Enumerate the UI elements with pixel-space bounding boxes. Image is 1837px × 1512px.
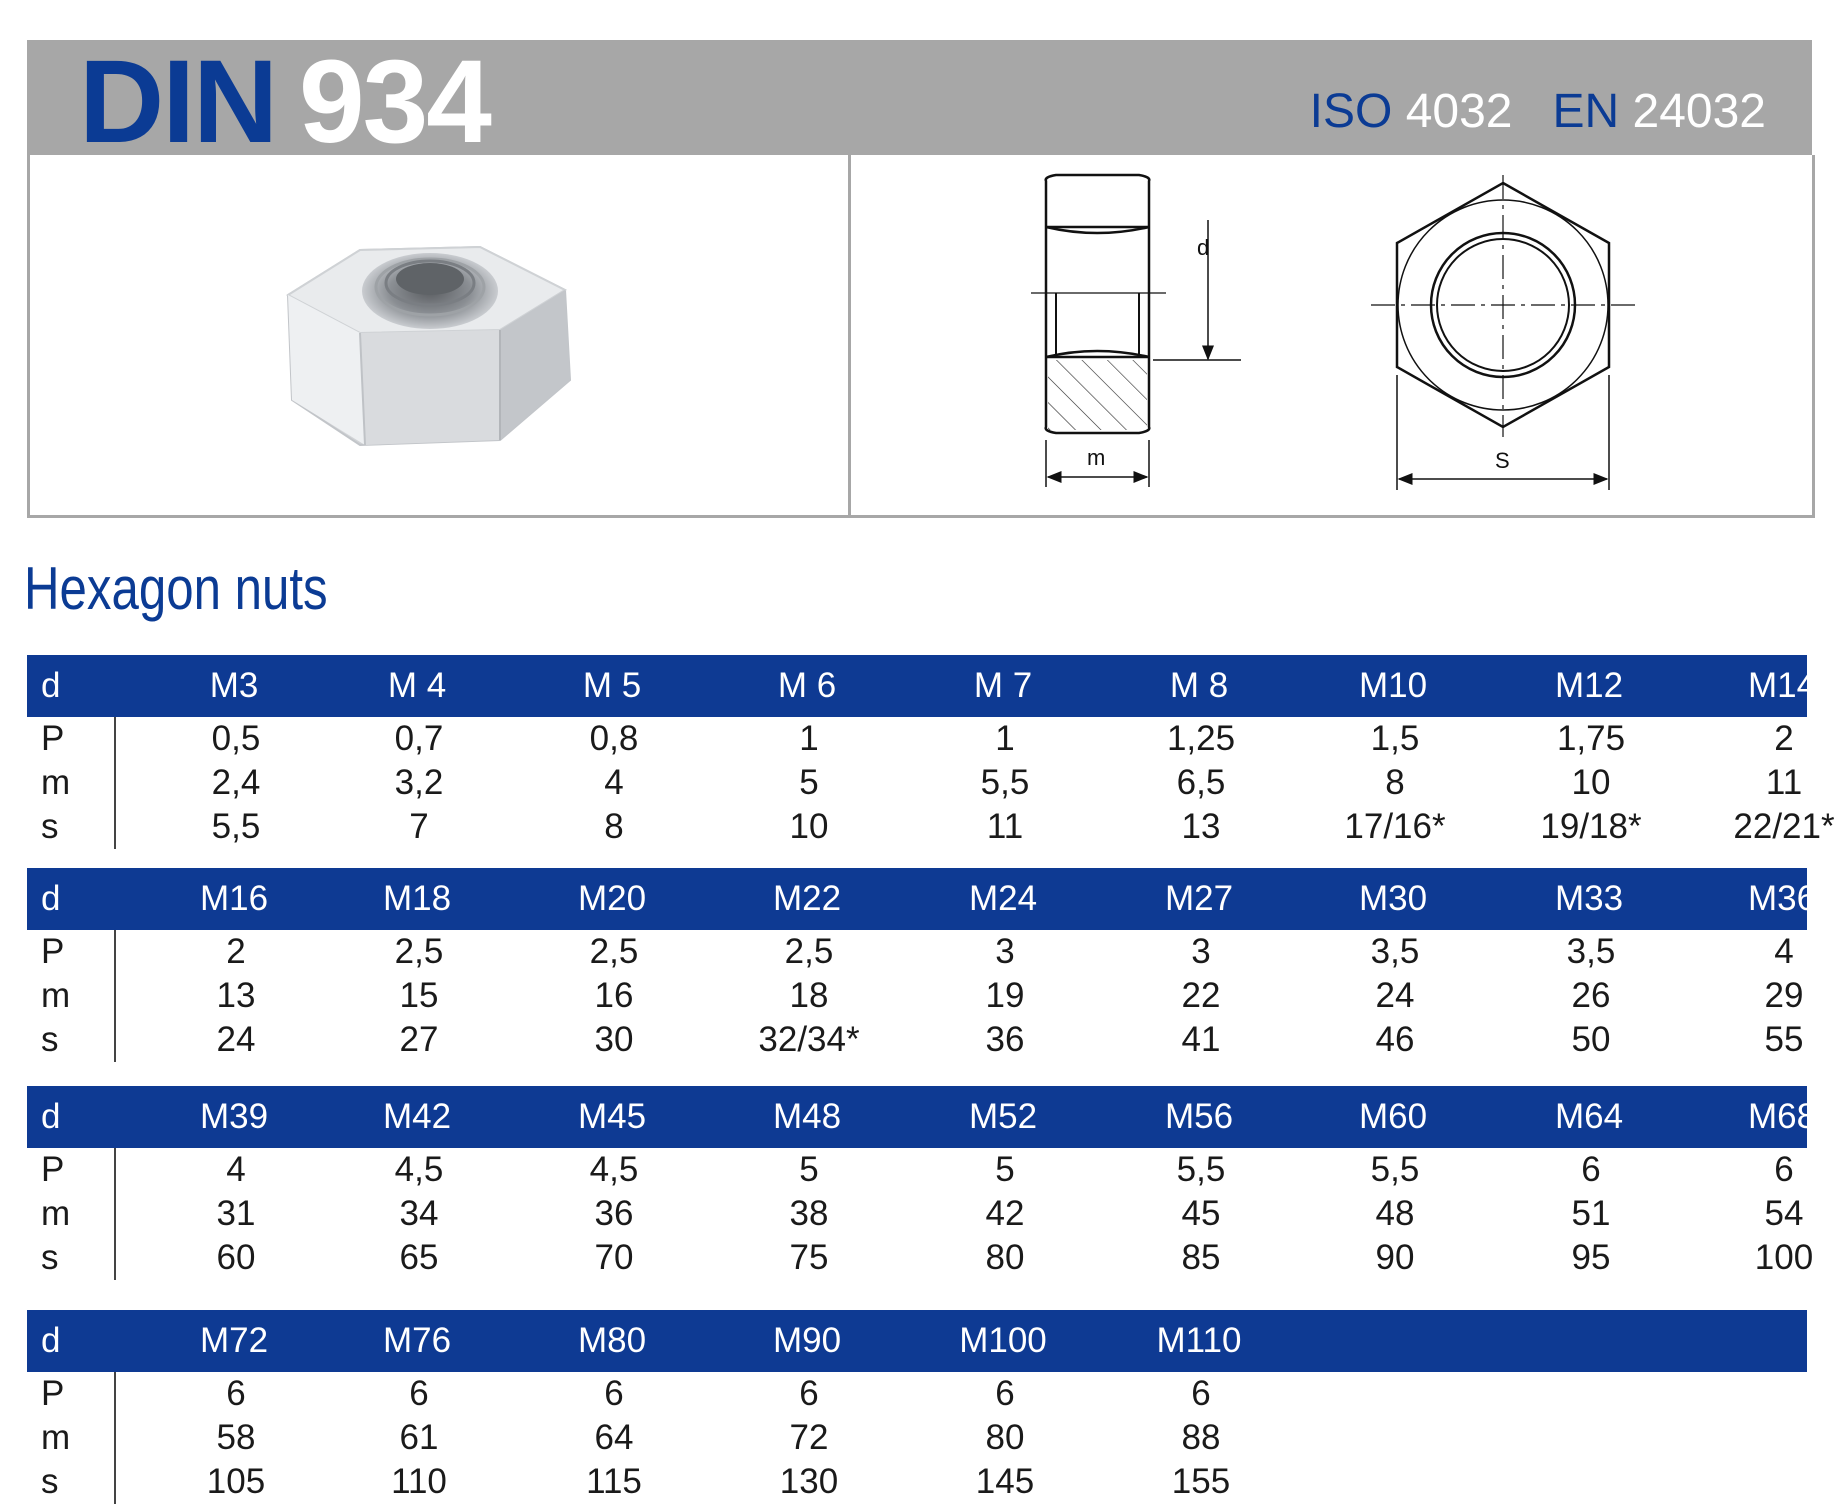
value-cell: 2,5 — [394, 932, 444, 971]
title-standard-number: 934 — [299, 36, 490, 168]
row-label-d: d — [41, 879, 61, 918]
row-label-m: m — [41, 976, 71, 1015]
value-cell: 155 — [1171, 1462, 1231, 1501]
thread-size-cell: M110 — [1156, 1321, 1242, 1360]
value-cell: 110 — [391, 1462, 447, 1501]
value-cell: 88 — [1181, 1418, 1221, 1457]
value-cell: 95 — [1571, 1238, 1611, 1277]
table-row-m — [116, 1192, 1807, 1236]
value-cell: 19 — [985, 976, 1025, 1015]
value-cell: 24 — [1375, 976, 1415, 1015]
dimension-d-label: d — [1197, 235, 1210, 260]
value-cell: 5,5 — [1176, 1150, 1226, 1189]
value-cell: 17/16* — [1344, 807, 1446, 846]
value-cell: 2,5 — [589, 932, 639, 971]
row-label-m: m — [41, 1194, 71, 1233]
value-cell: 6 — [604, 1374, 624, 1413]
thread-size-cell: M52 — [968, 1097, 1038, 1136]
value-cell: 3,5 — [1370, 932, 1420, 971]
value-cell: 15 — [399, 976, 439, 1015]
value-cell: 29 — [1764, 976, 1804, 1015]
value-cell: 16 — [594, 976, 634, 1015]
value-cell: 1,75 — [1556, 719, 1626, 758]
table-row-p — [116, 930, 1807, 974]
table-row-p — [116, 1372, 1807, 1416]
table-row-s — [116, 805, 1835, 849]
value-cell: 4 — [1774, 932, 1794, 971]
value-cell: 130 — [779, 1462, 839, 1501]
thread-size-cell: M72 — [199, 1321, 269, 1360]
value-cell: 5,5 — [1370, 1150, 1420, 1189]
thread-size-cell: M45 — [577, 1097, 647, 1136]
value-cell: 6,5 — [1176, 763, 1226, 802]
value-cell: 61 — [399, 1418, 439, 1457]
value-cell: 5 — [799, 1150, 819, 1189]
value-cell: 3,2 — [394, 763, 444, 802]
dimension-m-label: m — [1087, 445, 1106, 470]
iso-code: ISO — [1309, 85, 1393, 138]
row-label-p: P — [41, 719, 65, 758]
value-cell: 80 — [985, 1418, 1025, 1457]
value-cell: 8 — [1385, 763, 1405, 802]
thread-size-cell: M30 — [1358, 879, 1428, 918]
side-view — [1031, 175, 1166, 433]
value-cell: 46 — [1375, 1020, 1415, 1059]
value-cell: 42 — [985, 1194, 1025, 1233]
thread-size-cell: M39 — [199, 1097, 269, 1136]
value-cell: 4 — [226, 1150, 246, 1189]
value-cell: 64 — [594, 1418, 634, 1457]
table-block — [27, 1086, 1817, 1280]
value-cell: 19/18* — [1540, 807, 1642, 846]
value-cell: 5,5 — [211, 807, 261, 846]
table-header-row — [27, 1086, 1817, 1148]
row-label-s: s — [41, 807, 59, 846]
value-cell: 145 — [975, 1462, 1035, 1501]
value-cell: 115 — [586, 1462, 642, 1501]
value-cell: 24 — [216, 1020, 256, 1059]
thread-size-cell: M20 — [577, 879, 647, 918]
row-label-d: d — [41, 666, 61, 705]
value-cell: 4 — [604, 763, 624, 802]
table-row-m — [116, 1416, 1807, 1460]
thread-size-cell: M33 — [1554, 879, 1624, 918]
table-row-s — [116, 1236, 1814, 1280]
value-cell: 11 — [986, 807, 1024, 846]
thread-size-cell: M60 — [1358, 1097, 1428, 1136]
value-cell: 51 — [1571, 1194, 1611, 1233]
value-cell: 10 — [1571, 763, 1611, 802]
thread-size-cell: M 6 — [777, 666, 837, 705]
table-header-row — [27, 1310, 1807, 1372]
value-cell: 6 — [799, 1374, 819, 1413]
row-label-s: s — [41, 1462, 59, 1501]
value-cell: 2 — [1774, 719, 1794, 758]
value-cell: 45 — [1181, 1194, 1221, 1233]
table-header-row — [27, 868, 1817, 930]
value-cell: 2,4 — [211, 763, 261, 802]
value-cell: 70 — [594, 1238, 634, 1277]
thread-size-cell: M36 — [1747, 879, 1817, 918]
thread-size-cell: M80 — [577, 1321, 647, 1360]
table-row-s — [116, 1018, 1807, 1062]
value-cell: 105 — [206, 1462, 266, 1501]
thread-size-cell: M 7 — [973, 666, 1033, 705]
thread-size-cell: M56 — [1164, 1097, 1234, 1136]
nut-dimension-drawing — [851, 155, 1812, 515]
value-cell: 36 — [594, 1194, 634, 1233]
thread-size-cell: M64 — [1554, 1097, 1624, 1136]
table-header-row — [27, 655, 1817, 717]
value-cell: 31 — [216, 1194, 256, 1233]
dimension-s-label: S — [1495, 448, 1510, 473]
value-cell: 6 — [1774, 1150, 1794, 1189]
thread-size-cell: M10 — [1358, 666, 1428, 705]
thread-size-cell: M22 — [772, 879, 842, 918]
thread-size-cell: M42 — [382, 1097, 452, 1136]
thread-size-cell: M 4 — [387, 666, 447, 705]
row-label-p: P — [41, 1374, 65, 1413]
thread-size-cell: M90 — [772, 1321, 842, 1360]
value-cell: 5 — [799, 763, 819, 802]
value-cell: 85 — [1181, 1238, 1221, 1277]
value-cell: 36 — [985, 1020, 1025, 1059]
value-cell: 30 — [594, 1020, 634, 1059]
value-cell: 1 — [799, 719, 819, 758]
table-row-m — [116, 974, 1807, 1018]
title-standard-code: DIN — [79, 36, 277, 168]
iso-number: 4032 — [1405, 85, 1513, 138]
value-cell: 2,5 — [784, 932, 834, 971]
thread-size-cell: M27 — [1164, 879, 1234, 918]
en-code: EN — [1552, 85, 1620, 138]
value-cell: 2 — [226, 932, 246, 971]
value-cell: 80 — [985, 1238, 1025, 1277]
value-cell: 10 — [789, 807, 829, 846]
value-cell: 65 — [399, 1238, 439, 1277]
thread-size-cell: M76 — [382, 1321, 452, 1360]
value-cell: 5,5 — [980, 763, 1030, 802]
value-cell: 3 — [1191, 932, 1211, 971]
figure-panel — [27, 155, 1815, 518]
front-view — [1371, 175, 1635, 437]
row-label-s: s — [41, 1238, 59, 1277]
value-cell: 27 — [399, 1020, 439, 1059]
value-cell: 50 — [1571, 1020, 1611, 1059]
row-label-s: s — [41, 1020, 59, 1059]
value-cell: 22 — [1181, 976, 1221, 1015]
value-cell: 26 — [1571, 976, 1611, 1015]
value-cell: 6 — [1191, 1374, 1211, 1413]
value-cell: 75 — [789, 1238, 829, 1277]
value-cell: 22/21* — [1733, 807, 1835, 846]
table-block — [27, 655, 1835, 849]
row-label-d: d — [41, 1321, 61, 1360]
value-cell: 8 — [604, 807, 624, 846]
page-subtitle: Hexagon nuts — [24, 555, 328, 622]
thread-size-cell: M 5 — [582, 666, 642, 705]
thread-size-cell: M48 — [772, 1097, 842, 1136]
thread-size-cell: M16 — [199, 879, 269, 918]
row-label-d: d — [41, 1097, 61, 1136]
value-cell: 55 — [1764, 1020, 1804, 1059]
value-cell: 54 — [1764, 1194, 1804, 1233]
value-cell: 72 — [789, 1418, 829, 1457]
table-block — [27, 868, 1817, 1062]
value-cell: 34 — [399, 1194, 439, 1233]
table-row-p — [116, 1148, 1807, 1192]
thread-size-cell: M68 — [1747, 1097, 1817, 1136]
thread-size-cell: M18 — [382, 879, 452, 918]
thread-size-cell: M14 — [1747, 666, 1817, 705]
value-cell: 32/34* — [758, 1020, 860, 1059]
value-cell: 3,5 — [1566, 932, 1616, 971]
table-row-s — [116, 1460, 1807, 1504]
row-label-p: P — [41, 932, 65, 971]
value-cell: 5 — [995, 1150, 1015, 1189]
thread-size-cell: M3 — [209, 666, 259, 705]
value-cell: 13 — [216, 976, 256, 1015]
value-cell: 100 — [1754, 1238, 1814, 1277]
technical-drawing — [851, 155, 1812, 515]
value-cell: 1 — [995, 719, 1015, 758]
thread-size-cell: M100 — [959, 1321, 1047, 1360]
value-cell: 6 — [1581, 1150, 1601, 1189]
thread-size-cell: M12 — [1554, 666, 1624, 705]
value-cell: 3 — [995, 932, 1015, 971]
value-cell: 6 — [226, 1374, 246, 1413]
value-cell: 0,7 — [394, 719, 444, 758]
thread-size-cell: M24 — [968, 879, 1038, 918]
table-row-m — [116, 761, 1807, 805]
value-cell: 90 — [1375, 1238, 1415, 1277]
value-cell: 6 — [409, 1374, 429, 1413]
value-cell: 11 — [1765, 763, 1803, 802]
value-cell: 0,5 — [211, 719, 261, 758]
table-row-p — [116, 717, 1807, 761]
product-photo — [30, 155, 848, 515]
value-cell: 60 — [216, 1238, 256, 1277]
row-label-m: m — [41, 1418, 71, 1457]
row-label-m: m — [41, 763, 71, 802]
hex-nut-photo-icon — [30, 155, 848, 515]
value-cell: 4,5 — [394, 1150, 444, 1189]
row-label-p: P — [41, 1150, 65, 1189]
value-cell: 6 — [995, 1374, 1015, 1413]
value-cell: 0,8 — [589, 719, 639, 758]
value-cell: 38 — [789, 1194, 829, 1233]
value-cell: 4,5 — [589, 1150, 639, 1189]
title-banner — [27, 36, 1812, 168]
value-cell: 58 — [216, 1418, 256, 1457]
value-cell: 41 — [1181, 1020, 1221, 1059]
equivalent-standards — [1310, 84, 1766, 140]
value-cell: 7 — [409, 807, 429, 846]
value-cell: 13 — [1181, 807, 1221, 846]
en-number: 24032 — [1632, 85, 1766, 138]
table-block — [27, 1310, 1807, 1504]
value-cell: 1,25 — [1166, 719, 1236, 758]
thread-size-cell: M 8 — [1169, 666, 1229, 705]
value-cell: 18 — [789, 976, 829, 1015]
value-cell: 48 — [1375, 1194, 1415, 1233]
value-cell: 1,5 — [1370, 719, 1420, 758]
